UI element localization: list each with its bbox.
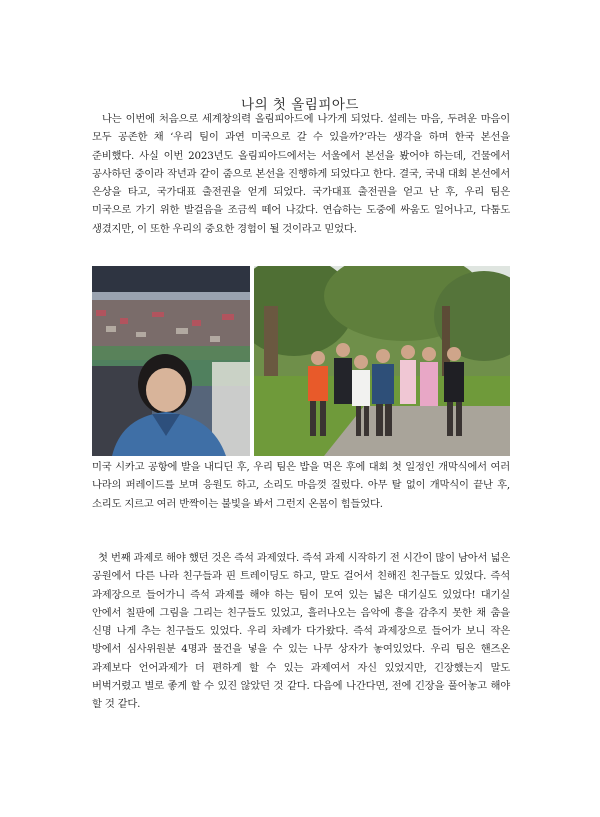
paragraph-chicago: 미국 시카고 공항에 발을 내디딘 후, 우리 팀은 밥을 먹은 후에 대회 첫 일정인 개막식에서 여러 나라의 퍼레이드를 보며 응원도 하고, 소리도 마음껏 질렀다. 아무 탈 없이 개막식이 끝난 후, 소리도 지르고 여러 반짝이는 불빛을 봐서 그런지 온몸이 힘들었다. [92, 461, 510, 510]
paragraph-spontaneous-task: 첫 번째 과제로 해야 했던 것은 즉석 과제였다. 즉석 과제 시작하기 전 시간이 많이 남아서 넓은 공원에서 다른 나라 친구들과 핀 트레이딩도 하고, 말도 걸어서 친해진 친구들도 있었다. 즉석 과제장으로 들어가니 즉석 과제를 해야 하는 팀이 모여 있는 넓은 대기실도 있었다! 대기실 안에서 칠판에 그림을 그리는 친구들도 있었고, 흘러나오는 음악에 흥을 감추지 못한 채 춤을 신명 나게 추는 친구들도 있었다. 우리 차례가 다가왔다. 즉석 과제장으로 들어가 보니 작은 방에서 심사위원분 4명과 물건을 넣을 수 있는 나무 상자가 놓여있었다. 우리 팀은 핸즈온 과제보다 언어과제가 더 편하게 할 수 있는 과제여서 자신 있었지만, 긴장했는지 말도 버벅거렸고 별로 좋게 할 수 있진 않았던 것 같다. 다음에 나간다면, 전에 긴장을 풀어놓고 해야 할 것 같다. [92, 552, 510, 711]
stadium-photo [92, 266, 250, 456]
page-title: 나의 첫 올림피아드 [241, 97, 359, 113]
team-park-photo [254, 266, 510, 456]
team-park-photo-illustration [254, 266, 510, 456]
stadium-photo-illustration [92, 266, 250, 456]
paragraph-intro: 나는 이번에 처음으로 세계창의력 올림피아드에 나가게 되었다. 설레는 마음, 두려운 마음이 모두 공존한 채 ‘우리 팀이 과연 미국으로 갈 수 있을까?’라는 생각을 하며 한국 본선을 준비했다. 사실 이번 2023년도 올림피아드에서는 서울에서 본선을 봤어야 하는데, 건물에서 공사하던 중이라 작년과 같이 줌으로 본선을 진행하게 되었다고 한다. 결국, 국내 대회 본선에서 은상을 타고, 국가대표 출전권을 얻게 되었다. 국가대표 출전권을 얻고 난 후, 우리 팀은 미국으로 가기 위한 발걸음을 조금씩 떼어 나갔다. 연습하는 도중에 싸움도 일어나고, 다툼도 생겼지만, 이 또한 우리의 중요한 경험이 될 것이라고 믿었다. [92, 113, 510, 235]
